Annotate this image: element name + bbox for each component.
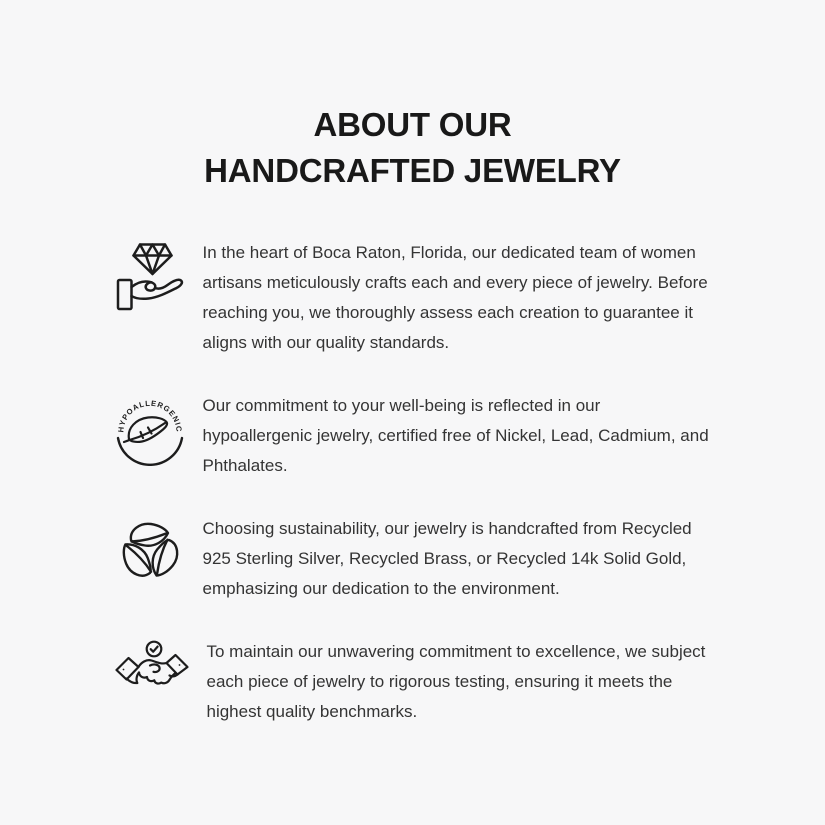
feature-craftsmanship-text: In the heart of Boca Raton, Florida, our dedicated team of women artisans meticulously crafts each and every piece of jewelry. Before reaching you, we thoroughly assess each creation to guarantee it aligns with our quality standards. <box>202 243 708 352</box>
feature-list <box>113 238 713 727</box>
feature-hypoallergenic <box>113 391 713 481</box>
hypoallergenic-badge-label: HYPOALLERGENIC <box>115 398 184 433</box>
feature-craftsmanship <box>113 238 713 358</box>
feature-sustainability-text: Choosing sustainability, our jewelry is handcrafted from Recycled 925 Sterling Silver, Recycled Brass, or Recycled 14k Solid Gold, emphasizing our dedication to the environment. <box>202 519 692 598</box>
section-title <box>113 102 713 194</box>
svg-text:HYPOALLERGENIC <box>116 399 183 433</box>
hypoallergenic-badge-icon <box>113 391 187 466</box>
diamond-in-hand-icon <box>113 238 187 315</box>
recycled-leaves-icon <box>113 514 187 583</box>
feature-hypoallergenic-text: Our commitment to your well-being is reflected in our hypoallergenic jewelry, certified free of Nickel, Lead, Cadmium, and Phthalates. <box>202 396 709 475</box>
section-title-line2: HANDCRAFTED JEWELRY <box>204 152 621 189</box>
feature-quality-testing <box>113 637 713 727</box>
section-title-line1: ABOUT OUR <box>313 106 512 143</box>
handshake-check-icon <box>113 637 191 692</box>
feature-sustainability <box>113 514 713 604</box>
feature-quality-testing-text: To maintain our unwavering commitment to excellence, we subject each piece of jewelry to rigorous testing, ensuring it meets the highest quality benchmarks. <box>206 642 706 721</box>
about-jewelry-section <box>113 0 713 727</box>
